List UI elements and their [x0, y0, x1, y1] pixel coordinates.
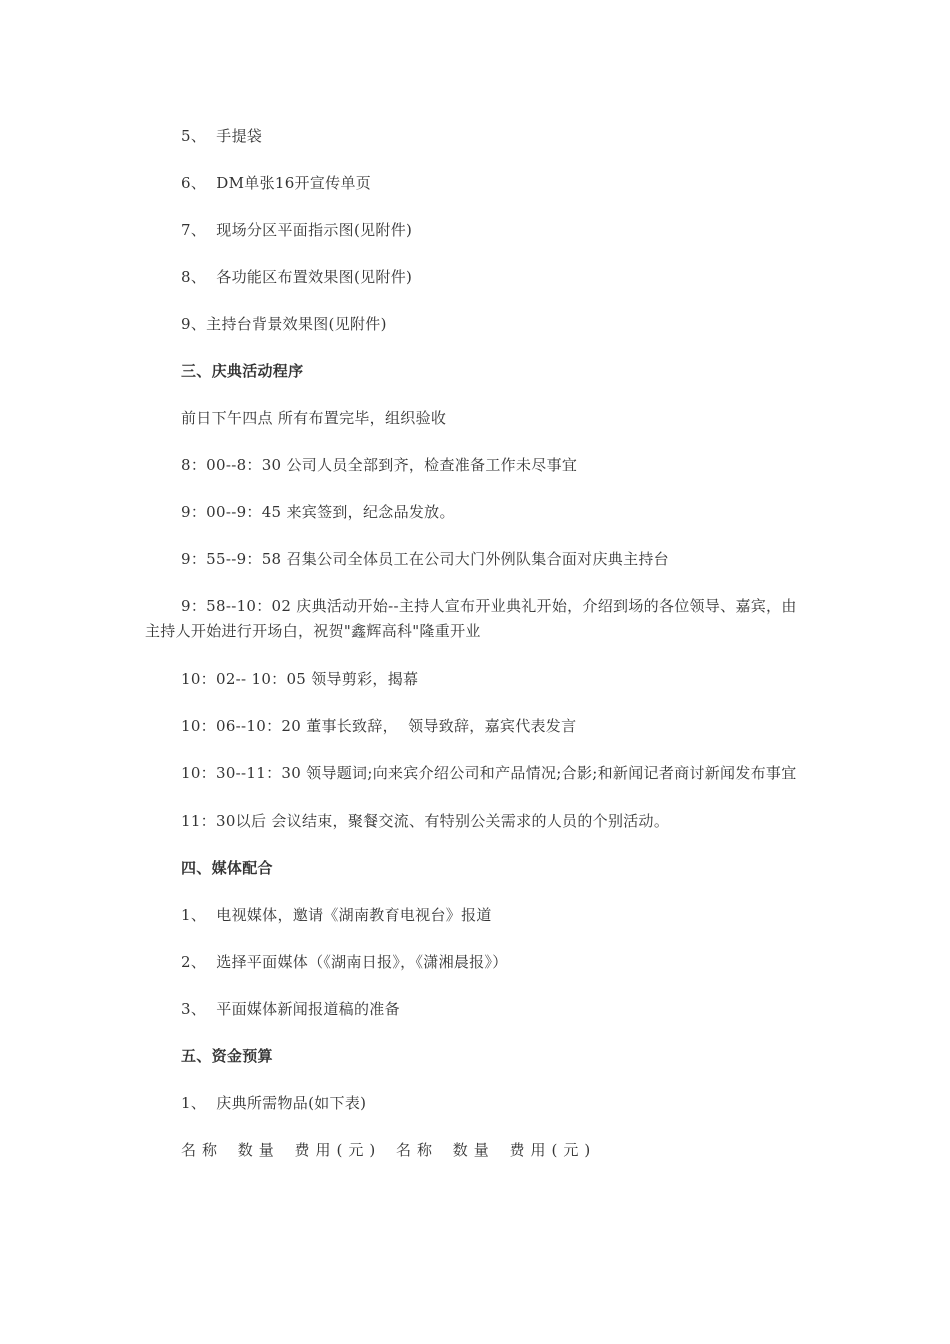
- list-item-floor-plan: 7、 现场分区平面指示图(见附件): [181, 221, 413, 239]
- section-heading-media: 四、媒体配合: [181, 859, 273, 877]
- budget-item-supplies: 1、 庆典所需物品(如下表): [181, 1094, 367, 1112]
- schedule-item-1002: 10：02-- 10：05 领导剪彩，揭幕: [181, 670, 419, 688]
- schedule-item-0900: 9：00--9：45 来宾签到，纪念品发放。: [181, 503, 455, 521]
- media-item-print: 2、 选择平面媒体（《湖南日报》，《潇湘晨报》）: [181, 953, 508, 971]
- schedule-item-0800: 8：00--8：30 公司人员全部到齐，检查准备工作未尽事宜: [181, 456, 578, 474]
- list-item-stage-backdrop: 9、主持台背景效果图(见附件): [181, 315, 387, 333]
- schedule-item-1006: 10：06--10：20 董事长致辞， 领导致辞，嘉宾代表发言: [181, 717, 577, 735]
- schedule-item-0955: 9：55--9：58 召集公司全体员工在公司大门外例队集合面对庆典主持台: [181, 550, 669, 568]
- section-heading-program: 三、庆典活动程序: [181, 362, 304, 380]
- media-item-tv: 1、 电视媒体，邀请《湖南教育电视台》报道: [181, 906, 492, 924]
- list-item-zone-renderings: 8、 各功能区布置效果图(见附件): [181, 268, 413, 286]
- schedule-item-0958: 9：58--10：02 庆典活动开始--主持人宣布开业典礼开始，介绍到场的各位领导、嘉宾，由主持人开始进行开场白，祝贺"鑫辉高科"隆重开业: [145, 597, 797, 640]
- schedule-item-previous-day: 前日下午四点 所有布置完毕，组织验收: [181, 409, 447, 427]
- schedule-item-1030: 10：30--11：30 领导题词;向来宾介绍公司和产品情况;合影;和新闻记者商讨新闻发布事宜: [181, 764, 797, 782]
- section-heading-budget: 五、资金预算: [181, 1047, 273, 1065]
- schedule-item-1130: 11：30以后 会议结束，聚餐交流、有特别公关需求的人员的个别活动。: [181, 812, 670, 830]
- budget-table-header: 名称 数量 费用(元) 名称 数量 费用(元): [181, 1141, 597, 1159]
- list-item-handbag: 5、 手提袋: [181, 127, 263, 145]
- media-item-press-release: 3、 平面媒体新闻报道稿的准备: [181, 1000, 400, 1018]
- document-body: [145, 124, 810, 1185]
- list-item-dm-flyer: 6、 DM单张16开宣传单页: [181, 174, 372, 192]
